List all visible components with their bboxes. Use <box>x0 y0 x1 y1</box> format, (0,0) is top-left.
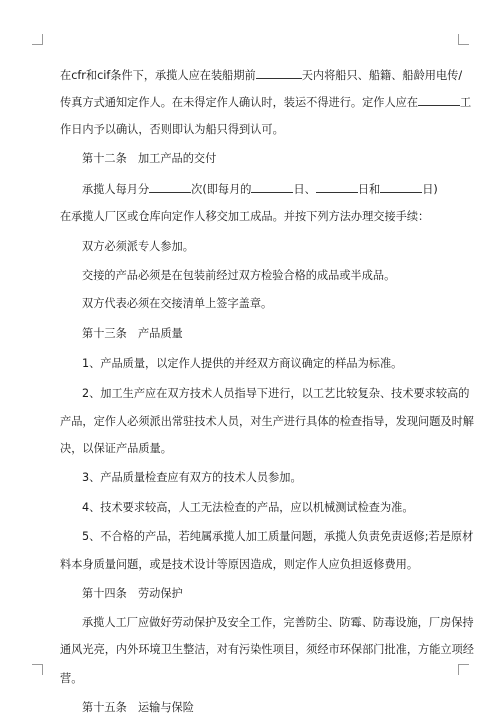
fill-blank <box>256 68 302 79</box>
crop-mark-bottom-right <box>458 664 469 675</box>
section-heading: 第十四条 劳动保护 <box>82 587 183 600</box>
paragraph-line: 承揽人工厂应做好劳动保护及安全工作，完善防尘、防霉、防毒设施，厂房保持 <box>82 616 474 629</box>
section-heading: 第十二条 加工产品的交付 <box>82 152 217 165</box>
paragraph-line: 营。 <box>60 672 83 685</box>
crop-mark-bottom-left <box>32 664 43 675</box>
fill-blank <box>251 182 293 193</box>
list-item: 3、产品质量检查应有双方的技术人员参加。 <box>82 471 302 484</box>
crop-mark-top-right <box>458 34 469 45</box>
list-item: 双方代表必须在交接清单上签字盖章。 <box>82 297 273 310</box>
fill-blank <box>380 182 422 193</box>
fill-blank <box>418 95 460 106</box>
crop-mark-top-left <box>32 34 43 45</box>
list-item: 1、产品质量，以定作人提供的并经双方商议确定的样品为标准。 <box>82 357 403 370</box>
paragraph-line: 通风光亮，内外环境卫生整洁，对有污染性项目，须经市环保部门批准，方能立项经 <box>60 643 474 656</box>
fill-blank <box>149 182 191 193</box>
paragraph-line: 作日内予以确认，否则即认为船只得到认可。 <box>60 123 284 136</box>
list-item: 双方必须派专人参加。 <box>82 240 194 253</box>
list-item: 4、技术要求较高，人工无法检查的产品，应以机械测试检查为准。 <box>82 501 414 514</box>
paragraph-line: 决，以保证产品质量。 <box>60 442 172 455</box>
paragraph-line: 在cfr和cif条件下，承揽人应在装船期前 天内将船只、船籍、船龄用电传/ <box>60 69 463 82</box>
list-item: 5、不合格的产品，若纯属承揽人加工质量问题，承揽人负责免责返修;若是原材 <box>82 530 474 543</box>
paragraph-line: 传真方式通知定作人。在未得定作人确认时，装运不得进行。定作人应在 工 <box>60 96 472 109</box>
paragraph-line: 料本身质量问题，或是技术设计等原因造成，则定作人应负担返修费用。 <box>60 558 419 571</box>
paragraph-line: 产品，定作人必须派出常驻技术人员，对生产进行具体的检查指导，发现问题及时解 <box>60 415 474 428</box>
section-heading: 第十三条 产品质量 <box>82 327 183 340</box>
list-item: 交接的产品必须是在包装前经过双方检验合格的成品或半成品。 <box>82 269 396 282</box>
list-item: 2、加工生产应在双方技术人员指导下进行，以工艺比较复杂、技术要求较高的 <box>82 387 470 400</box>
section-heading: 第十五条 运输与保险 <box>82 701 194 714</box>
paragraph-line: 承揽人每月分 次(即每月的 日、 日和 日) <box>82 183 438 196</box>
paragraph-line: 在承揽人厂区或仓库向定作人移交加工成品。并按下列方法办理交接手续： <box>60 210 430 223</box>
fill-blank <box>316 182 358 193</box>
